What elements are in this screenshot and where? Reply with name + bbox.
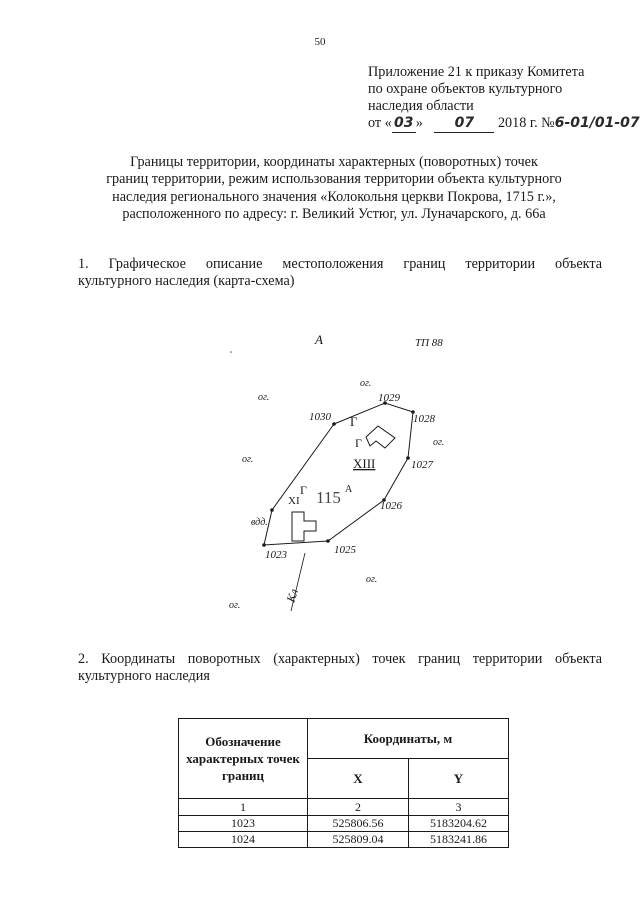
header-y: Y	[409, 759, 509, 799]
tp-label: ТП 88	[415, 337, 443, 349]
point-1025	[326, 539, 330, 543]
label-1030: 1030	[309, 411, 331, 423]
title-line-4: расположенного по адресу: г. Великий Устюг, ул. Луначарского, д. 66а	[122, 205, 546, 222]
vdd-label: вдд.	[251, 517, 268, 528]
header-x: X	[308, 759, 409, 799]
section-1-line-2: культурного наследия (карта-схема)	[78, 273, 295, 289]
appendix-line-1: Приложение 21 к приказу Комитета	[368, 64, 585, 80]
table-row	[179, 832, 509, 848]
date-day: 03	[392, 115, 416, 133]
parcel-number-superscript: А	[345, 484, 353, 495]
col-number-3: 3	[409, 799, 509, 816]
title-line-3: наследия регионального значения «Колокольня церкви Покрова, 1715 г.»,	[112, 188, 556, 205]
section-2-line-2: культурного наследия	[78, 668, 210, 684]
date-year: 2018 г. №	[497, 115, 555, 131]
label-1026: 1026	[380, 500, 402, 512]
g-label-left: Г	[300, 483, 307, 497]
og-label-left: ог.	[242, 454, 254, 465]
section-1-heading	[78, 256, 602, 290]
cable-label: Кл	[283, 587, 301, 604]
stray-dot	[230, 351, 232, 353]
appendix-line-2: по охране объектов культурного	[368, 81, 563, 97]
appendix-line-3: наследия области	[368, 98, 474, 114]
section-2-line-1: 2. Координаты поворотных (характерных) точек границ территории объекта	[78, 651, 602, 667]
title-line-2: границ территории, режим использования территории объекта культурного	[106, 171, 562, 188]
label-1027: 1027	[411, 459, 433, 471]
appendix-header	[368, 64, 638, 133]
label-1025: 1025	[334, 544, 356, 556]
g-label-top: Г	[350, 414, 358, 429]
block-label-a: А	[315, 332, 323, 347]
boundary-map	[200, 322, 490, 612]
date-month: 07	[434, 115, 494, 133]
appendix-date-line	[368, 115, 638, 133]
cell-y: 5183204.62	[409, 816, 509, 832]
point-1024	[270, 508, 274, 512]
order-number: 6-01/01-07	[554, 115, 640, 131]
header-coordinates: Координаты, м	[308, 719, 509, 759]
cell-x: 525809.04	[308, 832, 409, 848]
label-1029: 1029	[378, 392, 400, 404]
point-1027	[406, 456, 410, 460]
og-label-left-top: ог.	[258, 392, 270, 403]
document-title	[64, 154, 604, 223]
col-number-1: 1	[179, 799, 308, 816]
boundary-polygon	[264, 403, 413, 545]
point-1023	[262, 543, 266, 547]
page-number: 50	[314, 36, 326, 48]
label-1024	[282, 531, 283, 532]
og-label-right: ог.	[433, 437, 445, 448]
header-designation: Обозначение характерных точек границ	[179, 719, 308, 799]
section-1-line-1: 1. Графическое описание местоположения границ территории объекта	[78, 256, 602, 272]
label-1028: 1028	[413, 413, 435, 425]
roman-13-label: XIII	[353, 456, 376, 471]
og-label-top: ог.	[360, 378, 372, 389]
parcel-number: 115	[316, 488, 341, 507]
point-1030	[332, 422, 336, 426]
cell-x: 525806.56	[308, 816, 409, 832]
label-1023: 1023	[265, 549, 287, 561]
og-label-bottom: ог.	[366, 574, 378, 585]
building-13-outline	[366, 426, 395, 448]
cell-y: 5183241.86	[409, 832, 509, 848]
cell-point: 1023	[179, 816, 308, 832]
building-11-outline	[292, 512, 316, 541]
og-label-bottom-left: ог.	[229, 600, 241, 611]
coordinates-table	[178, 718, 509, 848]
date-mid: »	[415, 115, 423, 131]
boundary-points	[262, 401, 415, 547]
roman-11-label: XI	[288, 495, 300, 507]
col-number-2: 2	[308, 799, 409, 816]
cell-point: 1024	[179, 832, 308, 848]
section-2-heading	[78, 651, 602, 685]
title-line-1: Границы территории, координаты характерных (поворотных) точек	[130, 154, 538, 170]
table-row	[179, 816, 509, 832]
date-prefix: от «	[368, 115, 392, 131]
g-label-building: Г	[355, 436, 362, 450]
